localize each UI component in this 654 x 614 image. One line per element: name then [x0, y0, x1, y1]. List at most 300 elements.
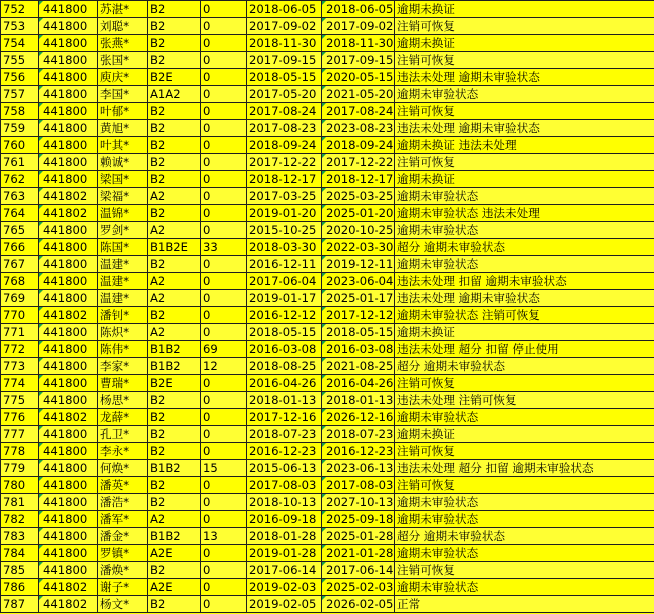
issue-date-cell[interactable]: 2017-05-20 — [247, 86, 322, 103]
row-number-cell[interactable]: 786 — [1, 579, 39, 596]
row-number-cell[interactable]: 779 — [1, 460, 39, 477]
expiry-date-cell[interactable]: 2025-01-28 — [322, 528, 395, 545]
table-row[interactable] — [1, 103, 654, 120]
issue-date-cell[interactable]: 2017-09-15 — [247, 52, 322, 69]
status-cell[interactable]: 超分 逾期未审验状态 — [395, 239, 654, 256]
name-cell[interactable]: 苏湛* — [98, 1, 148, 18]
expiry-date-cell[interactable]: 2017-09-02 — [322, 18, 395, 35]
region-code-cell[interactable]: 441800 — [39, 375, 98, 392]
class-cell[interactable]: A2 — [148, 188, 201, 205]
region-code-cell[interactable]: 441800 — [39, 477, 98, 494]
points-cell[interactable]: 0 — [201, 154, 247, 171]
issue-date-cell[interactable]: 2018-01-13 — [247, 392, 322, 409]
expiry-date-cell[interactable]: 2025-09-18 — [322, 511, 395, 528]
expiry-date-cell[interactable]: 2018-05-15 — [322, 324, 395, 341]
status-cell[interactable]: 逾期未换证 违法未处理 — [395, 137, 654, 154]
class-cell[interactable]: A2 — [148, 324, 201, 341]
table-row[interactable] — [1, 341, 654, 358]
expiry-date-cell[interactable]: 2025-02-03 — [322, 579, 395, 596]
points-cell[interactable]: 0 — [201, 409, 247, 426]
name-cell[interactable]: 杨思* — [98, 392, 148, 409]
issue-date-cell[interactable]: 2018-08-25 — [247, 358, 322, 375]
table-row[interactable] — [1, 256, 654, 273]
points-cell[interactable]: 0 — [201, 596, 247, 613]
expiry-date-cell[interactable]: 2023-06-13 — [322, 460, 395, 477]
region-code-cell[interactable]: 441800 — [39, 256, 98, 273]
class-cell[interactable]: A2 — [148, 511, 201, 528]
expiry-date-cell[interactable]: 2023-08-23 — [322, 120, 395, 137]
points-cell[interactable]: 0 — [201, 290, 247, 307]
class-cell[interactable]: B2 — [148, 120, 201, 137]
status-cell[interactable]: 注销可恢复 — [395, 375, 654, 392]
row-number-cell[interactable]: 765 — [1, 222, 39, 239]
points-cell[interactable]: 0 — [201, 443, 247, 460]
class-cell[interactable]: B2 — [148, 392, 201, 409]
expiry-date-cell[interactable]: 2016-12-23 — [322, 443, 395, 460]
name-cell[interactable]: 曹瑞* — [98, 375, 148, 392]
table-row[interactable] — [1, 494, 654, 511]
expiry-date-cell[interactable]: 2021-01-28 — [322, 545, 395, 562]
status-cell[interactable]: 违法未处理 逾期未审验状态 — [395, 290, 654, 307]
expiry-date-cell[interactable]: 2021-05-20 — [322, 86, 395, 103]
class-cell[interactable]: A2 — [148, 273, 201, 290]
issue-date-cell[interactable]: 2016-09-18 — [247, 511, 322, 528]
region-code-cell[interactable]: 441800 — [39, 443, 98, 460]
status-cell[interactable]: 逾期未审验状态 — [395, 579, 654, 596]
region-code-cell[interactable]: 441800 — [39, 324, 98, 341]
table-row[interactable] — [1, 18, 654, 35]
points-cell[interactable]: 0 — [201, 494, 247, 511]
row-number-cell[interactable]: 753 — [1, 18, 39, 35]
row-number-cell[interactable]: 784 — [1, 545, 39, 562]
expiry-date-cell[interactable]: 2017-08-24 — [322, 103, 395, 120]
expiry-date-cell[interactable]: 2016-03-08 — [322, 341, 395, 358]
row-number-cell[interactable]: 759 — [1, 120, 39, 137]
status-cell[interactable]: 逾期未审验状态 注销可恢复 — [395, 307, 654, 324]
name-cell[interactable]: 潘军* — [98, 511, 148, 528]
points-cell[interactable]: 0 — [201, 103, 247, 120]
row-number-cell[interactable]: 771 — [1, 324, 39, 341]
row-number-cell[interactable]: 776 — [1, 409, 39, 426]
table-row[interactable] — [1, 426, 654, 443]
points-cell[interactable]: 15 — [201, 460, 247, 477]
expiry-date-cell[interactable]: 2020-05-15 — [322, 69, 395, 86]
issue-date-cell[interactable]: 2019-01-20 — [247, 205, 322, 222]
name-cell[interactable]: 孔卫* — [98, 426, 148, 443]
region-code-cell[interactable]: 441800 — [39, 171, 98, 188]
issue-date-cell[interactable]: 2018-12-17 — [247, 171, 322, 188]
status-cell[interactable]: 逾期未审验状态 — [395, 409, 654, 426]
table-row[interactable] — [1, 86, 654, 103]
region-code-cell[interactable]: 441800 — [39, 154, 98, 171]
row-number-cell[interactable]: 782 — [1, 511, 39, 528]
row-number-cell[interactable]: 768 — [1, 273, 39, 290]
points-cell[interactable]: 12 — [201, 358, 247, 375]
name-cell[interactable]: 叶郁* — [98, 103, 148, 120]
region-code-cell[interactable]: 441802 — [39, 596, 98, 613]
issue-date-cell[interactable]: 2018-03-30 — [247, 239, 322, 256]
issue-date-cell[interactable]: 2018-01-28 — [247, 528, 322, 545]
table-row[interactable] — [1, 52, 654, 69]
table-row[interactable] — [1, 392, 654, 409]
name-cell[interactable]: 黄旭* — [98, 120, 148, 137]
points-cell[interactable]: 0 — [201, 324, 247, 341]
issue-date-cell[interactable]: 2016-12-11 — [247, 256, 322, 273]
table-row[interactable] — [1, 358, 654, 375]
table-row[interactable] — [1, 443, 654, 460]
class-cell[interactable]: B2 — [148, 443, 201, 460]
class-cell[interactable]: A2 — [148, 222, 201, 239]
status-cell[interactable]: 逾期未审验状态 — [395, 494, 654, 511]
issue-date-cell[interactable]: 2018-05-15 — [247, 69, 322, 86]
class-cell[interactable]: A2 — [148, 290, 201, 307]
class-cell[interactable]: B1B2 — [148, 358, 201, 375]
class-cell[interactable]: B2 — [148, 562, 201, 579]
status-cell[interactable]: 逾期未审验状态 — [395, 256, 654, 273]
table-row[interactable] — [1, 188, 654, 205]
class-cell[interactable]: B1B2E — [148, 239, 201, 256]
issue-date-cell[interactable]: 2017-08-24 — [247, 103, 322, 120]
expiry-date-cell[interactable]: 2019-12-11 — [322, 256, 395, 273]
points-cell[interactable]: 0 — [201, 579, 247, 596]
points-cell[interactable]: 0 — [201, 86, 247, 103]
issue-date-cell[interactable]: 2017-09-02 — [247, 18, 322, 35]
issue-date-cell[interactable]: 2019-02-03 — [247, 579, 322, 596]
class-cell[interactable]: B2 — [148, 596, 201, 613]
expiry-date-cell[interactable]: 2017-12-12 — [322, 307, 395, 324]
table-row[interactable] — [1, 545, 654, 562]
row-number-cell[interactable]: 785 — [1, 562, 39, 579]
status-cell[interactable]: 逾期未换证 — [395, 171, 654, 188]
name-cell[interactable]: 何焕* — [98, 460, 148, 477]
region-code-cell[interactable]: 441800 — [39, 528, 98, 545]
name-cell[interactable]: 梁国* — [98, 171, 148, 188]
status-cell[interactable]: 正常 — [395, 596, 654, 613]
status-cell[interactable]: 注销可恢复 — [395, 103, 654, 120]
region-code-cell[interactable]: 441800 — [39, 103, 98, 120]
table-row[interactable] — [1, 205, 654, 222]
row-number-cell[interactable]: 781 — [1, 494, 39, 511]
row-number-cell[interactable]: 756 — [1, 69, 39, 86]
status-cell[interactable]: 逾期未换证 — [395, 324, 654, 341]
issue-date-cell[interactable]: 2017-03-25 — [247, 188, 322, 205]
region-code-cell[interactable]: 441800 — [39, 562, 98, 579]
class-cell[interactable]: B2 — [148, 52, 201, 69]
status-cell[interactable]: 违法未处理 扣留 逾期未审验状态 — [395, 273, 654, 290]
region-code-cell[interactable]: 441802 — [39, 409, 98, 426]
region-code-cell[interactable]: 441802 — [39, 307, 98, 324]
issue-date-cell[interactable]: 2019-01-28 — [247, 545, 322, 562]
class-cell[interactable]: B2 — [148, 137, 201, 154]
expiry-date-cell[interactable]: 2018-09-24 — [322, 137, 395, 154]
name-cell[interactable]: 罗剑* — [98, 222, 148, 239]
table-row[interactable] — [1, 477, 654, 494]
class-cell[interactable]: B2 — [148, 154, 201, 171]
region-code-cell[interactable]: 441800 — [39, 426, 98, 443]
region-code-cell[interactable]: 441800 — [39, 35, 98, 52]
table-row[interactable] — [1, 120, 654, 137]
class-cell[interactable]: B2E — [148, 69, 201, 86]
region-code-cell[interactable]: 441800 — [39, 239, 98, 256]
name-cell[interactable]: 叶其* — [98, 137, 148, 154]
region-code-cell[interactable]: 441800 — [39, 511, 98, 528]
name-cell[interactable]: 陈国* — [98, 239, 148, 256]
issue-date-cell[interactable]: 2015-10-25 — [247, 222, 322, 239]
issue-date-cell[interactable]: 2018-09-24 — [247, 137, 322, 154]
status-cell[interactable]: 违法未处理 注销可恢复 — [395, 392, 654, 409]
points-cell[interactable]: 0 — [201, 137, 247, 154]
issue-date-cell[interactable]: 2019-01-17 — [247, 290, 322, 307]
points-cell[interactable]: 0 — [201, 273, 247, 290]
expiry-date-cell[interactable]: 2016-04-26 — [322, 375, 395, 392]
status-cell[interactable]: 违法未处理 逾期未审验状态 — [395, 120, 654, 137]
points-cell[interactable]: 0 — [201, 120, 247, 137]
name-cell[interactable]: 张国* — [98, 52, 148, 69]
name-cell[interactable]: 杨文* — [98, 596, 148, 613]
region-code-cell[interactable]: 441800 — [39, 86, 98, 103]
class-cell[interactable]: B2 — [148, 494, 201, 511]
expiry-date-cell[interactable]: 2017-08-03 — [322, 477, 395, 494]
table-row[interactable] — [1, 307, 654, 324]
issue-date-cell[interactable]: 2016-12-12 — [247, 307, 322, 324]
class-cell[interactable]: B2 — [148, 205, 201, 222]
row-number-cell[interactable]: 773 — [1, 358, 39, 375]
name-cell[interactable]: 谢子* — [98, 579, 148, 596]
status-cell[interactable]: 注销可恢复 — [395, 443, 654, 460]
expiry-date-cell[interactable]: 2021-08-25 — [322, 358, 395, 375]
region-code-cell[interactable]: 441802 — [39, 205, 98, 222]
points-cell[interactable]: 69 — [201, 341, 247, 358]
name-cell[interactable]: 温锦* — [98, 205, 148, 222]
class-cell[interactable]: B1B2 — [148, 528, 201, 545]
row-number-cell[interactable]: 752 — [1, 1, 39, 18]
row-number-cell[interactable]: 761 — [1, 154, 39, 171]
issue-date-cell[interactable]: 2017-12-16 — [247, 409, 322, 426]
region-code-cell[interactable]: 441800 — [39, 392, 98, 409]
issue-date-cell[interactable]: 2017-06-14 — [247, 562, 322, 579]
status-cell[interactable]: 注销可恢复 — [395, 18, 654, 35]
name-cell[interactable]: 梁福* — [98, 188, 148, 205]
table-row[interactable] — [1, 222, 654, 239]
class-cell[interactable]: A2E — [148, 545, 201, 562]
expiry-date-cell[interactable]: 2025-03-25 — [322, 188, 395, 205]
points-cell[interactable]: 0 — [201, 1, 247, 18]
region-code-cell[interactable]: 441800 — [39, 222, 98, 239]
name-cell[interactable]: 潘焕* — [98, 562, 148, 579]
table-row[interactable] — [1, 273, 654, 290]
status-cell[interactable]: 逾期未换证 — [395, 426, 654, 443]
name-cell[interactable]: 罗镇* — [98, 545, 148, 562]
expiry-date-cell[interactable]: 2027-10-13 — [322, 494, 395, 511]
points-cell[interactable]: 0 — [201, 375, 247, 392]
row-number-cell[interactable]: 775 — [1, 392, 39, 409]
region-code-cell[interactable]: 441800 — [39, 52, 98, 69]
table-row[interactable] — [1, 562, 654, 579]
table-row[interactable] — [1, 375, 654, 392]
name-cell[interactable]: 李永* — [98, 443, 148, 460]
status-cell[interactable]: 注销可恢复 — [395, 477, 654, 494]
issue-date-cell[interactable]: 2016-03-08 — [247, 341, 322, 358]
issue-date-cell[interactable]: 2015-06-13 — [247, 460, 322, 477]
row-number-cell[interactable]: 774 — [1, 375, 39, 392]
status-cell[interactable]: 逾期未审验状态 — [395, 188, 654, 205]
expiry-date-cell[interactable]: 2026-02-05 — [322, 596, 395, 613]
issue-date-cell[interactable]: 2017-06-04 — [247, 273, 322, 290]
name-cell[interactable]: 陈伟* — [98, 341, 148, 358]
status-cell[interactable]: 超分 逾期未审验状态 — [395, 358, 654, 375]
name-cell[interactable]: 赖诚* — [98, 154, 148, 171]
table-row[interactable] — [1, 69, 654, 86]
expiry-date-cell[interactable]: 2018-07-23 — [322, 426, 395, 443]
points-cell[interactable]: 13 — [201, 528, 247, 545]
class-cell[interactable]: B2 — [148, 171, 201, 188]
region-code-cell[interactable]: 441800 — [39, 290, 98, 307]
name-cell[interactable]: 潘浩* — [98, 494, 148, 511]
expiry-date-cell[interactable]: 2018-12-17 — [322, 171, 395, 188]
name-cell[interactable]: 温建* — [98, 290, 148, 307]
row-number-cell[interactable]: 764 — [1, 205, 39, 222]
status-cell[interactable]: 违法未处理 超分 扣留 停止使用 — [395, 341, 654, 358]
expiry-date-cell[interactable]: 2025-01-17 — [322, 290, 395, 307]
table-row[interactable] — [1, 511, 654, 528]
table-row[interactable] — [1, 290, 654, 307]
class-cell[interactable]: B1B2 — [148, 460, 201, 477]
name-cell[interactable]: 潘英* — [98, 477, 148, 494]
points-cell[interactable]: 0 — [201, 562, 247, 579]
region-code-cell[interactable]: 441800 — [39, 460, 98, 477]
region-code-cell[interactable]: 441802 — [39, 188, 98, 205]
table-row[interactable] — [1, 460, 654, 477]
status-cell[interactable]: 违法未处理 逾期未审验状态 — [395, 69, 654, 86]
expiry-date-cell[interactable]: 2018-06-05 — [322, 1, 395, 18]
row-number-cell[interactable]: 787 — [1, 596, 39, 613]
class-cell[interactable]: B1B2 — [148, 341, 201, 358]
status-cell[interactable]: 逾期未审验状态 — [395, 545, 654, 562]
row-number-cell[interactable]: 780 — [1, 477, 39, 494]
row-number-cell[interactable]: 778 — [1, 443, 39, 460]
region-code-cell[interactable]: 441802 — [39, 579, 98, 596]
table-row[interactable] — [1, 171, 654, 188]
region-code-cell[interactable]: 441800 — [39, 358, 98, 375]
name-cell[interactable]: 庾庆* — [98, 69, 148, 86]
status-cell[interactable]: 逾期未换证 — [395, 35, 654, 52]
status-cell[interactable]: 逾期未审验状态 — [395, 511, 654, 528]
class-cell[interactable]: B2 — [148, 409, 201, 426]
region-code-cell[interactable]: 441800 — [39, 137, 98, 154]
points-cell[interactable]: 0 — [201, 307, 247, 324]
issue-date-cell[interactable]: 2019-02-05 — [247, 596, 322, 613]
points-cell[interactable]: 33 — [201, 239, 247, 256]
points-cell[interactable]: 0 — [201, 392, 247, 409]
status-cell[interactable]: 注销可恢复 — [395, 154, 654, 171]
row-number-cell[interactable]: 770 — [1, 307, 39, 324]
class-cell[interactable]: B2E — [148, 375, 201, 392]
status-cell[interactable]: 注销可恢复 — [395, 562, 654, 579]
name-cell[interactable]: 龙薛* — [98, 409, 148, 426]
class-cell[interactable]: B2 — [148, 35, 201, 52]
row-number-cell[interactable]: 760 — [1, 137, 39, 154]
table-row[interactable] — [1, 154, 654, 171]
points-cell[interactable]: 0 — [201, 426, 247, 443]
status-cell[interactable]: 注销可恢复 — [395, 52, 654, 69]
issue-date-cell[interactable]: 2018-07-23 — [247, 426, 322, 443]
points-cell[interactable]: 0 — [201, 69, 247, 86]
name-cell[interactable]: 张燕* — [98, 35, 148, 52]
row-number-cell[interactable]: 762 — [1, 171, 39, 188]
table-row[interactable] — [1, 528, 654, 545]
name-cell[interactable]: 李家* — [98, 358, 148, 375]
table-row[interactable] — [1, 1, 654, 18]
issue-date-cell[interactable]: 2017-08-03 — [247, 477, 322, 494]
name-cell[interactable]: 李国* — [98, 86, 148, 103]
row-number-cell[interactable]: 777 — [1, 426, 39, 443]
row-number-cell[interactable]: 757 — [1, 86, 39, 103]
row-number-cell[interactable]: 772 — [1, 341, 39, 358]
points-cell[interactable]: 0 — [201, 222, 247, 239]
points-cell[interactable]: 0 — [201, 545, 247, 562]
name-cell[interactable]: 潘金* — [98, 528, 148, 545]
class-cell[interactable]: B2 — [148, 18, 201, 35]
issue-date-cell[interactable]: 2016-04-26 — [247, 375, 322, 392]
class-cell[interactable]: A2E — [148, 579, 201, 596]
table-row[interactable] — [1, 137, 654, 154]
table-row[interactable] — [1, 596, 654, 613]
row-number-cell[interactable]: 783 — [1, 528, 39, 545]
issue-date-cell[interactable]: 2017-12-22 — [247, 154, 322, 171]
issue-date-cell[interactable]: 2018-05-15 — [247, 324, 322, 341]
region-code-cell[interactable]: 441800 — [39, 494, 98, 511]
issue-date-cell[interactable]: 2017-08-23 — [247, 120, 322, 137]
row-number-cell[interactable]: 754 — [1, 35, 39, 52]
status-cell[interactable]: 逾期未换证 — [395, 1, 654, 18]
class-cell[interactable]: B2 — [148, 103, 201, 120]
expiry-date-cell[interactable]: 2018-01-13 — [322, 392, 395, 409]
expiry-date-cell[interactable]: 2025-01-20 — [322, 205, 395, 222]
status-cell[interactable]: 逾期未审验状态 — [395, 222, 654, 239]
name-cell[interactable]: 潘钊* — [98, 307, 148, 324]
table-row[interactable] — [1, 239, 654, 256]
row-number-cell[interactable]: 763 — [1, 188, 39, 205]
status-cell[interactable]: 违法未处理 超分 扣留 逾期未审验状态 — [395, 460, 654, 477]
status-cell[interactable]: 逾期未审验状态 违法未处理 — [395, 205, 654, 222]
row-number-cell[interactable]: 758 — [1, 103, 39, 120]
row-number-cell[interactable]: 769 — [1, 290, 39, 307]
name-cell[interactable]: 温建* — [98, 273, 148, 290]
row-number-cell[interactable]: 767 — [1, 256, 39, 273]
region-code-cell[interactable]: 441800 — [39, 1, 98, 18]
class-cell[interactable]: B2 — [148, 1, 201, 18]
region-code-cell[interactable]: 441800 — [39, 120, 98, 137]
points-cell[interactable]: 0 — [201, 511, 247, 528]
points-cell[interactable]: 0 — [201, 52, 247, 69]
name-cell[interactable]: 温建* — [98, 256, 148, 273]
expiry-date-cell[interactable]: 2026-12-16 — [322, 409, 395, 426]
issue-date-cell[interactable]: 2016-12-23 — [247, 443, 322, 460]
region-code-cell[interactable]: 441800 — [39, 341, 98, 358]
expiry-date-cell[interactable]: 2020-10-25 — [322, 222, 395, 239]
status-cell[interactable]: 逾期未审验状态 — [395, 86, 654, 103]
points-cell[interactable]: 0 — [201, 205, 247, 222]
table-row[interactable] — [1, 409, 654, 426]
region-code-cell[interactable]: 441800 — [39, 545, 98, 562]
class-cell[interactable]: B2 — [148, 307, 201, 324]
name-cell[interactable]: 陈炽* — [98, 324, 148, 341]
table-row[interactable] — [1, 35, 654, 52]
points-cell[interactable]: 0 — [201, 256, 247, 273]
points-cell[interactable]: 0 — [201, 477, 247, 494]
region-code-cell[interactable]: 441800 — [39, 69, 98, 86]
status-cell[interactable]: 超分 逾期未审验状态 — [395, 528, 654, 545]
